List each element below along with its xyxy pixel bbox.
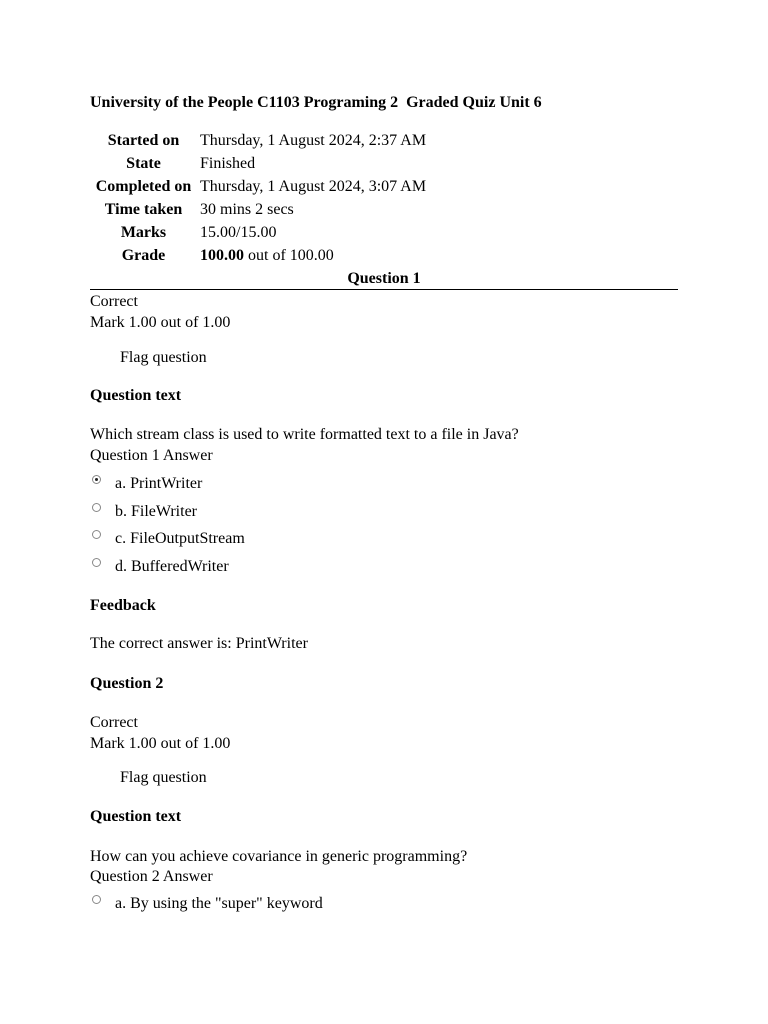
question-2-flag-link[interactable]: Flag question xyxy=(120,769,207,786)
radio-unchecked-icon[interactable] xyxy=(92,895,101,904)
question-1-answer-label: Question 1 Answer xyxy=(90,447,213,464)
summary-label: Grade xyxy=(121,247,166,264)
question-2-text-heading: Question text xyxy=(90,808,182,825)
summary-value: Thursday, 1 August 2024, 2:37 AM xyxy=(200,132,427,149)
radio-unchecked-icon[interactable] xyxy=(92,503,101,512)
question-1-feedback-heading: Feedback xyxy=(90,597,156,614)
question-1-text-heading: Question text xyxy=(90,387,182,404)
option-label: c. FileOutputStream xyxy=(115,530,245,547)
question-1-status: Correct xyxy=(90,293,138,310)
summary-value: 30 mins 2 secs xyxy=(200,201,294,218)
question-2-status: Correct xyxy=(90,714,138,731)
question-2-answer-label: Question 2 Answer xyxy=(90,868,213,885)
summary-value: Thursday, 1 August 2024, 3:07 AM xyxy=(200,178,427,195)
summary-label: Completed on xyxy=(95,178,192,195)
grade-score: 100.00 xyxy=(200,247,244,264)
summary-label: State xyxy=(126,155,161,172)
summary-value: 15.00/15.00 xyxy=(200,224,277,241)
option-label: a. PrintWriter xyxy=(115,475,203,492)
radio-checked-icon[interactable] xyxy=(92,475,101,484)
summary-label: Started on xyxy=(107,132,180,149)
summary-label: Time taken xyxy=(104,201,183,218)
summary-value xyxy=(200,247,334,265)
question-1-text: Which stream class is used to write formatted text to a file in Java? xyxy=(90,426,519,443)
question-2-heading: Question 2 xyxy=(90,675,164,692)
radio-unchecked-icon[interactable] xyxy=(92,558,101,567)
summary-label: Marks xyxy=(120,224,167,241)
page-title: University of the People C1103 Programing 2 Graded Quiz Unit 6 xyxy=(90,94,542,111)
summary-value: Finished xyxy=(200,155,256,172)
option-label: d. BufferedWriter xyxy=(115,558,229,575)
question-1-feedback: The correct answer is: PrintWriter xyxy=(90,635,308,652)
grade-out-of: out of 100.00 xyxy=(244,247,334,264)
question-1-mark: Mark 1.00 out of 1.00 xyxy=(90,314,231,331)
question-2-text: How can you achieve covariance in generic programming? xyxy=(90,848,468,865)
option-label: b. FileWriter xyxy=(115,503,197,520)
option-label: a. By using the "super" keyword xyxy=(115,895,323,912)
radio-unchecked-icon[interactable] xyxy=(92,530,101,539)
question-1-heading: Question 1 xyxy=(90,270,678,290)
question-2-mark: Mark 1.00 out of 1.00 xyxy=(90,735,231,752)
question-1-flag-link[interactable]: Flag question xyxy=(120,349,207,366)
